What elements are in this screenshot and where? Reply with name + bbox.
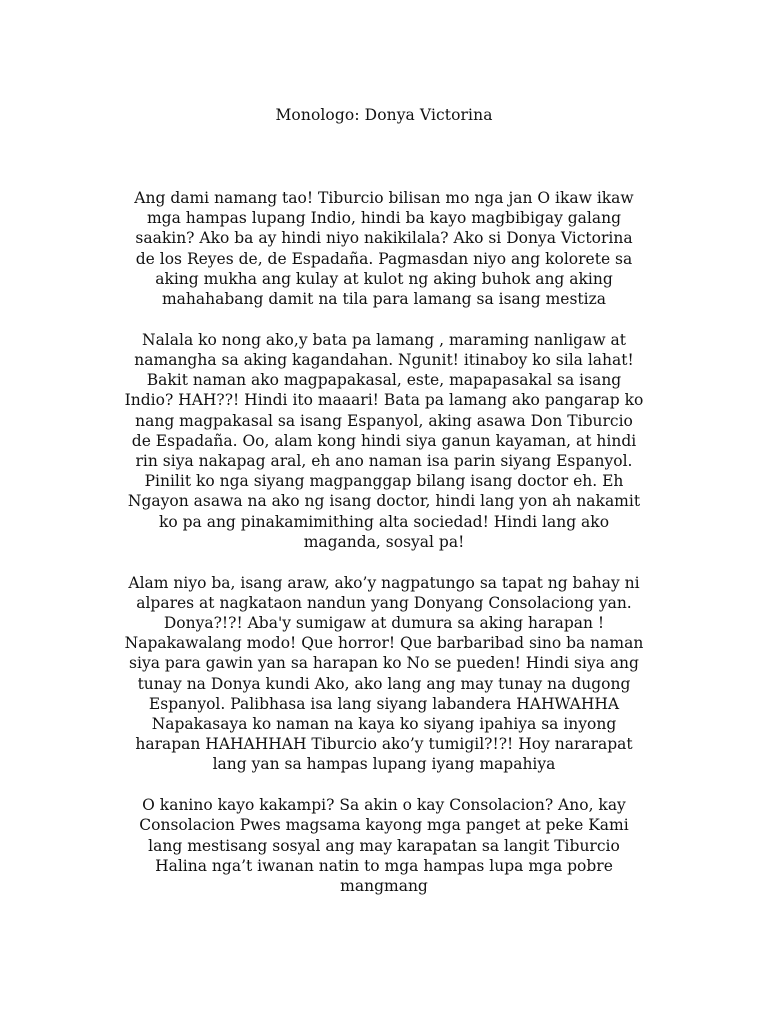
text-line: O kanino kayo kakampi? Sa akin o kay Consolacion? Ano, kay [142, 796, 626, 815]
text-line: Espanyol. Palibhasa isa lang siyang labandera HAHWAHHA [148, 694, 620, 713]
paragraph-1 [92, 188, 676, 309]
text-line: nang magpakasal sa isang Espanyol, aking asawa Don Tiburcio [135, 411, 633, 430]
text-line: namangha sa aking kagandahan. Ngunit! itinaboy ko sila lahat! [134, 351, 634, 370]
text-line: mga hampas lupang Indio, hindi ba kayo magbibigay galang [146, 209, 622, 228]
text-line: alpares at nagkataon nandun yang Donyang Consolaciong yan. [136, 593, 632, 612]
text-line: saakin? Ako ba ay hindi niyo nakikilala? Ako si Donya Victorina [135, 229, 633, 248]
text-line: mangmang [340, 877, 428, 896]
text-line: Napakawalang modo! Que horror! Que barbaribad sino ba naman [124, 634, 644, 653]
text-line: Halina nga’t iwanan natin to mga hampas lupa mga pobre [155, 856, 613, 875]
text-line: mahahabang damit na tila para lamang sa isang mestiza [161, 290, 607, 309]
text-line: ko pa ang pinakamimithing alta sociedad! Hindi lang ako [158, 512, 610, 531]
text-line: Consolacion Pwes magsama kayong mga panget at peke Kami [139, 816, 629, 835]
text-line: Alam niyo ba, isang araw, ako’y nagpatungo sa tapat ng bahay ni [128, 573, 640, 592]
text-line: Ang dami namang tao! Tiburcio bilisan mo nga jan O ikaw ikaw [134, 189, 634, 207]
text-line: tunay na Donya kundi Ako, ako lang ang may tunay na dugong [137, 674, 631, 693]
text-line: de Espadaña. Oo, alam kong hindi siya ganun kayaman, at hindi [131, 431, 637, 450]
text-line: Donya?!?! Aba'y sumigaw at dumura sa aking harapan ! [163, 614, 605, 633]
text-line: aking mukha ang kulay at kulot ng aking buhok ang aking [155, 269, 613, 288]
paragraph-4 [92, 795, 676, 896]
paragraph-3 [92, 573, 676, 775]
text-line: de los Reyes de, de Espadaña. Pagmasdan niyo ang kolorete sa [135, 249, 633, 268]
text-line: harapan HAHAHHAH Tiburcio ako’y tumigil?!?! Hoy nararapat [135, 735, 633, 754]
text-line: rin siya nakapag aral, eh ano naman isa parin siyang Espanyol. [135, 452, 633, 471]
text-line: Pinilit ko nga siyang magpanggap bilang isang doctor eh. Eh [144, 472, 624, 491]
document-body [92, 188, 676, 917]
text-line: Nalala ko nong ako,y bata pa lamang , maraming nanligaw at [142, 330, 626, 349]
text-line: Ngayon asawa na ako ng isang doctor, hindi lang yon ah nakamit [127, 492, 641, 511]
text-line: Indio? HAH??! Hindi ito maaari! Bata pa lamang ako pangarap ko [124, 391, 644, 410]
paragraph-2 [92, 330, 676, 552]
text-line: siya para gawin yan sa harapan ko No se pueden! Hindi siya ang [129, 654, 639, 673]
text-line: Bakit naman ako magpapakasal, este, mapapasakal sa isang [146, 371, 622, 390]
text-line: lang yan sa hampas lupang iyang mapahiya [212, 755, 556, 774]
text-line: maganda, sosyal pa! [303, 532, 465, 551]
text-line: Napakasaya ko naman na kaya ko siyang ipahiya sa inyong [151, 715, 617, 734]
text-line: lang mestisang sosyal ang may karapatan sa langit Tiburcio [148, 836, 620, 855]
document-title: Monologo: Donya Victorina [275, 106, 493, 124]
